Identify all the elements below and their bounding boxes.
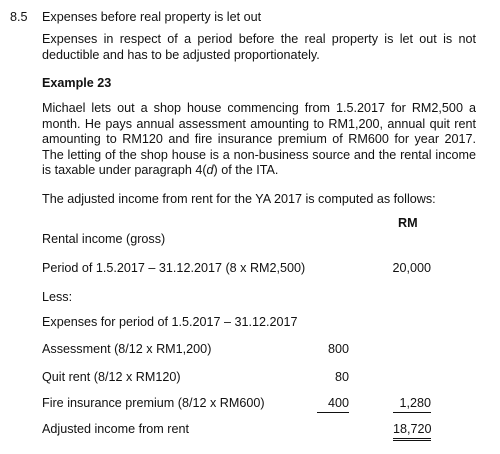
section-number: 8.5 (10, 10, 28, 24)
example-title: Example 23 (42, 76, 112, 90)
row-adjusted-income-total-text: 18,720 (393, 422, 432, 436)
example-description-text-end: ) of the ITA. (213, 163, 279, 178)
example-description-italic: d (206, 163, 214, 178)
row-expenses-total (393, 396, 431, 413)
row-adjusted-income-label: Adjusted income from rent (42, 422, 189, 436)
row-fire-insurance-label: Fire insurance premium (8/12 x RM600) (42, 396, 265, 410)
row-quit-rent-label: Quit rent (8/12 x RM120) (42, 370, 181, 384)
row-rental-income-label: Rental income (gross) (42, 232, 166, 246)
currency-header: RM (398, 216, 418, 230)
row-less-label: Less: (42, 290, 73, 304)
row-fire-insurance-amount-text: 400 (327, 396, 349, 410)
row-period-total: 20,000 (392, 261, 431, 275)
computation-intro: The adjusted income from rent for the YA 2017 is computed as follows: (42, 192, 436, 206)
row-expenses-total-text: 1,280 (399, 396, 431, 410)
row-quit-rent-amount: 80 (334, 370, 349, 384)
intro-paragraph: Expenses in respect of a period before the real property is let out is not deductible and has to be adjusted proportionately. (42, 32, 476, 62)
example-description-text: Michael lets out a shop house commencing from 1.5.2017 for RM2,500 a month. He pays annual assessment amounting to RM1,200, annual quit rent amounting to RM120 and fire insurance premium of RM600 for year 2017. The letting of the shop house is a non-business source and the rental income is taxable under paragraph 4( (42, 101, 476, 178)
example-description (42, 101, 476, 179)
row-assessment-label: Assessment (8/12 x RM1,200) (42, 342, 212, 356)
row-fire-insurance-amount (317, 396, 349, 413)
section-heading: Expenses before real property is let out (42, 10, 262, 24)
row-period-label: Period of 1.5.2017 – 31.12.2017 (8 x RM2,500) (42, 261, 306, 275)
row-assessment-amount: 800 (327, 342, 349, 356)
row-expenses-label: Expenses for period of 1.5.2017 – 31.12.2017 (42, 315, 298, 329)
row-adjusted-income-total (393, 422, 431, 441)
